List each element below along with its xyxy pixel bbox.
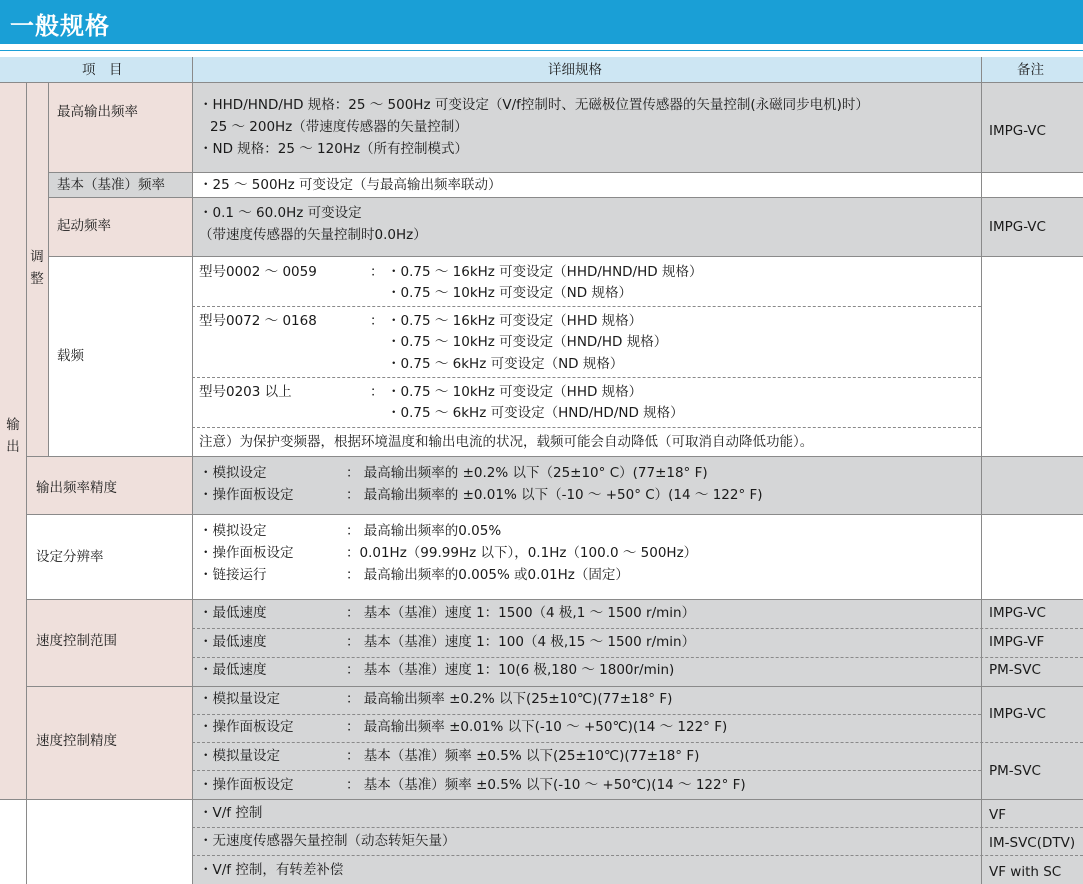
spec-value: ： 最高输出频率 ±0.2% 以下(25±10℃)(77±18° F) [346, 691, 673, 707]
spec-value: ：0.01Hz（99.99Hz 以下），0.1Hz（100.0 ～ 500Hz） [346, 545, 698, 561]
grid-line [26, 82, 27, 799]
spec-value: ： 最高输出频率的 ±0.2% 以下（25±10° C）(77±18° F) [346, 465, 708, 481]
dashed-divider [192, 657, 1083, 658]
spec-line: ・0.75 ～ 10kHz 可变设定（ND 规格） [387, 285, 632, 301]
spec-value: ： 基本（基准）频率 ±0.5% 以下(-10 ～ +50℃)(14 ～ 122° F) [346, 777, 746, 793]
spec-key: ・操作面板设定 [199, 487, 294, 503]
spec-key: ・操作面板设定 [199, 545, 294, 561]
grid-line [26, 456, 1083, 457]
note-cell: VF with SC [989, 864, 1062, 880]
dashed-divider [192, 306, 981, 307]
spec-line: ・0.75 ～ 10kHz 可变设定（HHD 规格） [387, 384, 643, 400]
spec-key: ・最低速度 [199, 662, 267, 678]
dashed-divider [192, 714, 981, 715]
spec-line: ・0.75 ～ 6kHz 可变设定（HND/HD/ND 规格） [387, 405, 684, 421]
spec-key: ・最低速度 [199, 605, 267, 621]
row-label: 起动频率 [57, 218, 111, 234]
spec-line: ・25 ～ 500Hz 可变设定（与最高输出频率联动） [199, 177, 502, 193]
spec-line: 25 ～ 200Hz（带速度传感器的矢量控制） [210, 119, 468, 135]
spec-value: ： 基本（基准）速度 1：100（4 极,15 ～ 1500 r/min） [346, 634, 696, 650]
note-cell: VF [989, 807, 1007, 823]
spec-key: ・模拟量设定 [199, 748, 280, 764]
grid-line [981, 57, 982, 884]
dashed-divider [192, 855, 1083, 856]
row-label: 输出频率精度 [36, 480, 117, 496]
spec-line: ・HHD/HND/HD 规格：25 ～ 500Hz 可变设定（V/f控制时、无磁极位置传感器的矢量控制(永磁同步电机)时） [199, 97, 869, 113]
header-item: 项 目 [82, 62, 123, 78]
carrier-notice: 注意）为保护变频器，根据环境温度和输出电流的状况，载频可能会自动降低（可取消自动降低功能）。 [199, 434, 814, 450]
note-cell: IMPG-VF [989, 634, 1045, 650]
grid-line [192, 57, 193, 884]
colon: ： [370, 313, 384, 329]
dashed-divider [192, 770, 981, 771]
grid-line [0, 82, 1083, 83]
note-cell: IMPG-VC [989, 219, 1046, 235]
spec-value: ： 最高输出频率的0.005% 或0.01Hz（固定） [346, 567, 629, 583]
note-cell: IM-SVC(DTV) [989, 835, 1076, 851]
spec-key: ・操作面板设定 [199, 719, 294, 735]
note-cell: IMPG-VC [989, 123, 1046, 139]
spec-key: ・最低速度 [199, 634, 267, 650]
spec-value: ： 基本（基准）速度 1：10(6 极,180 ～ 1800r/min) [346, 662, 675, 678]
spec-value: ： 基本（基准）速度 1：1500（4 极,1 ～ 1500 r/min） [346, 605, 696, 621]
spec-value: ： 最高输出频率的 ±0.01% 以下（-10 ～ +50° C）(14 ～ 122° F) [346, 487, 763, 503]
grid-line [26, 514, 1083, 515]
grid-line [48, 172, 1083, 173]
row-label: 载频 [57, 348, 84, 364]
grid-line [48, 256, 1083, 257]
spec-line: ・无速度传感器矢量控制（动态转矩矢量） [199, 833, 456, 849]
row-label: 速度控制精度 [36, 733, 117, 749]
model-range: 型号0072 ～ 0168 [199, 313, 317, 329]
spec-key: ・模拟设定 [199, 465, 267, 481]
spec-line: ・V/f 控制 [199, 805, 263, 821]
spec-line: ・V/f 控制，有转差补偿 [199, 862, 344, 878]
header-note: 备注 [1017, 62, 1044, 78]
model-range: 型号0002 ～ 0059 [199, 264, 317, 280]
label-bg [26, 599, 192, 799]
label-bg [48, 82, 192, 172]
spec-line: ・0.75 ～ 16kHz 可变设定（HHD 规格） [387, 313, 643, 329]
note-cell: IMPG-VC [989, 706, 1046, 722]
colon: ： [370, 264, 384, 280]
grid-line [26, 686, 1083, 687]
row-label: 基本（基准）频率 [57, 177, 165, 193]
spec-line: ・0.75 ～ 16kHz 可变设定（HHD/HND/HD 规格） [387, 264, 703, 280]
spec-key: ・操作面板设定 [199, 777, 294, 793]
grid-line [26, 799, 27, 884]
spec-line: ・0.1 ～ 60.0Hz 可变设定 [199, 205, 362, 221]
section-title: 一般规格 [10, 12, 110, 40]
note-cell: IMPG-VC [989, 605, 1046, 621]
row-label: 最高输出频率 [57, 104, 138, 120]
row-label: 速度控制范围 [36, 633, 117, 649]
note-cell: PM-SVC [989, 763, 1041, 779]
spec-line: ・0.75 ～ 6kHz 可变设定（ND 规格） [387, 356, 624, 372]
spec-value: ： 基本（基准）频率 ±0.5% 以下(25±10℃)(77±18° F) [346, 748, 700, 764]
spec-key: ・模拟量设定 [199, 691, 280, 707]
dashed-divider [192, 377, 981, 378]
spec-key: ・模拟设定 [199, 523, 267, 539]
grid-line [26, 599, 1083, 600]
divider [0, 50, 1083, 51]
group-adjust-label: 调 整 [30, 249, 44, 287]
model-range: 型号0203 以上 [199, 384, 292, 400]
header-detail: 详细规格 [548, 62, 602, 78]
grid-line [48, 197, 1083, 198]
dashed-divider [192, 827, 1083, 828]
spec-line: （带速度传感器的矢量控制时0.0Hz） [199, 227, 427, 243]
section-title-bar [0, 0, 1083, 44]
grid-line [48, 82, 49, 456]
dashed-divider [192, 742, 1083, 743]
group-output-label: 输 出 [6, 417, 20, 455]
spec-value: ： 最高输出频率 ±0.01% 以下(-10 ～ +50℃)(14 ～ 122° F) [346, 719, 728, 735]
row-label: 设定分辨率 [36, 549, 104, 565]
spec-key: ・链接运行 [199, 567, 267, 583]
spec-line: ・0.75 ～ 10kHz 可变设定（HND/HD 规格） [387, 334, 668, 350]
spec-line: ・ND 规格：25 ～ 120Hz（所有控制模式） [199, 141, 469, 157]
table-header [0, 57, 1083, 82]
colon: ： [370, 384, 384, 400]
spec-value: ： 最高输出频率的0.05% [346, 523, 502, 539]
note-cell: PM-SVC [989, 662, 1041, 678]
grid-line [0, 799, 1083, 800]
dashed-divider [192, 628, 1083, 629]
dashed-divider [192, 427, 981, 428]
